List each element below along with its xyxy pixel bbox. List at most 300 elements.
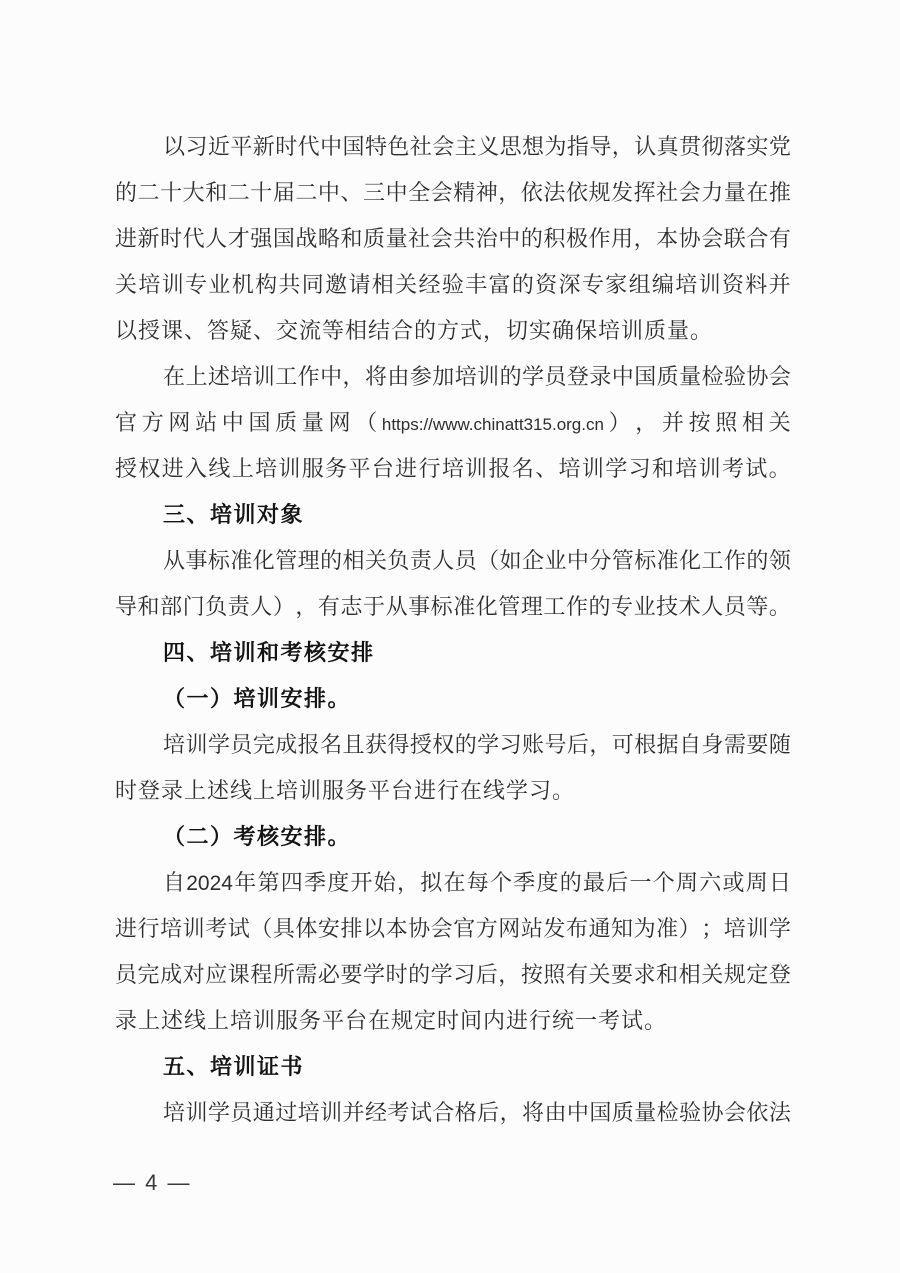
cjk-char: ， <box>295 594 318 619</box>
text-line <box>115 446 791 492</box>
cjk-char: 行 <box>137 916 160 941</box>
cjk-char: 负 <box>205 594 228 619</box>
cjk-char: 随 <box>768 732 791 757</box>
cjk-char: 相 <box>742 410 765 435</box>
cjk-char: 相 <box>342 548 365 573</box>
cjk-char: 始 <box>373 870 396 895</box>
cjk-char: 会 <box>430 180 453 205</box>
text-line <box>115 722 791 768</box>
cjk-char: 国 <box>272 226 295 251</box>
cjk-char: 用 <box>611 226 634 251</box>
cjk-char: 量 <box>634 1100 657 1125</box>
cjk-char: 试 <box>745 456 768 481</box>
cjk-char: 标 <box>207 548 230 573</box>
cjk-char: 请 <box>348 272 371 297</box>
cjk-char: 大 <box>182 180 205 205</box>
cjk-char: 培 <box>163 732 186 757</box>
cjk-char: 照 <box>715 410 738 435</box>
cjk-char: 台 <box>371 456 394 481</box>
cjk-char: 的 <box>454 732 477 757</box>
cjk-char: 资 <box>535 272 558 297</box>
cjk-char: 战 <box>295 226 318 251</box>
cjk-char: 身 <box>701 732 724 757</box>
cjk-char: 学 <box>207 732 230 757</box>
cjk-char: 中 <box>498 226 521 251</box>
cjk-char: 后 <box>606 870 629 895</box>
cjk-char: 法 <box>768 1100 791 1125</box>
cjk-char: 具 <box>272 916 295 941</box>
cjk-char: 实 <box>746 134 769 159</box>
text-line <box>115 354 791 400</box>
cjk-char: 训 <box>581 456 604 481</box>
cjk-char: 中 <box>566 548 589 573</box>
cjk-char: 务 <box>325 456 348 481</box>
latin-text-run: https://www.chinatt315.org.cn <box>381 415 604 434</box>
cjk-char: 培 <box>675 456 698 481</box>
cjk-char: 成 <box>275 732 298 757</box>
cjk-char: 机 <box>231 272 254 297</box>
cjk-char: 授 <box>115 456 138 481</box>
cjk-char: 相 <box>371 272 394 297</box>
cjk-char: 要 <box>340 962 363 987</box>
cjk-char: 管 <box>498 594 521 619</box>
cjk-char: 积 <box>543 226 566 251</box>
section-heading: 五、培训证书 <box>163 1054 305 1079</box>
cjk-char: 和 <box>205 180 228 205</box>
cjk-char: 有 <box>768 226 791 251</box>
cjk-char: 本 <box>385 916 408 941</box>
cjk-char: 和 <box>340 226 363 251</box>
cjk-char: 学 <box>430 962 453 987</box>
cjk-char: 并 <box>768 272 791 297</box>
text-line: 以授课、答疑、交流等相结合的方式，切实确保培训质量。 <box>115 318 714 343</box>
cjk-char: 新 <box>137 226 160 251</box>
cjk-char: 程 <box>250 962 273 987</box>
cjk-char: 量 <box>723 180 746 205</box>
cjk-char: （ <box>477 548 500 573</box>
cjk-char: 关 <box>768 410 791 435</box>
cjk-char: 登 <box>768 962 791 987</box>
cjk-char: 精 <box>453 180 476 205</box>
cjk-char: 度 <box>327 870 350 895</box>
cjk-char: 作 <box>565 594 588 619</box>
cjk-char: （ <box>355 410 378 435</box>
cjk-char: 导 <box>115 594 138 619</box>
cjk-char: 想 <box>522 134 545 159</box>
cjk-char: 专 <box>185 272 208 297</box>
cjk-char: 个 <box>652 870 675 895</box>
cjk-char: 如 <box>499 548 522 573</box>
cjk-char: 本 <box>656 226 679 251</box>
cjk-char: 作 <box>723 548 746 573</box>
cjk-char: 合 <box>746 226 769 251</box>
cjk-char: 规 <box>723 962 746 987</box>
cjk-char: 员 <box>544 364 567 389</box>
cjk-char: 考 <box>387 1100 410 1125</box>
cjk-char: 检 <box>656 1100 679 1125</box>
cjk-char: 培 <box>160 916 183 941</box>
paragraph <box>115 124 791 354</box>
cjk-char: 以 <box>363 916 386 941</box>
cjk-char: 培 <box>454 364 477 389</box>
cjk-char: 社 <box>656 180 679 205</box>
section-heading: 三、培训对象 <box>163 502 305 527</box>
cjk-char: 根 <box>634 732 657 757</box>
cjk-char: 业 <box>633 594 656 619</box>
cjk-char: 协 <box>746 364 769 389</box>
cjk-char: 质 <box>611 1100 634 1125</box>
cjk-char: 培 <box>723 916 746 941</box>
cjk-char: 训 <box>698 456 721 481</box>
cjk-char: 富 <box>488 272 511 297</box>
cjk-char: 义 <box>477 134 500 159</box>
paragraph <box>115 860 791 1044</box>
cjk-char: 丰 <box>465 272 488 297</box>
cjk-char: 试 <box>227 916 250 941</box>
cjk-char: 中 <box>385 180 408 205</box>
cjk-char: 质 <box>656 364 679 389</box>
cjk-char: 站 <box>520 916 543 941</box>
cjk-char: 。 <box>768 456 791 481</box>
cjk-char: 照 <box>543 962 566 987</box>
cjk-char: 中 <box>320 134 343 159</box>
cjk-char: 事 <box>408 594 431 619</box>
cjk-char: 后 <box>477 1100 500 1125</box>
cjk-char: 验 <box>723 364 746 389</box>
cjk-char: 量 <box>679 364 702 389</box>
cjk-char: 最 <box>582 870 605 895</box>
cjk-char: 习 <box>628 456 651 481</box>
cjk-char: 特 <box>364 134 387 159</box>
cjk-char: 会 <box>430 226 453 251</box>
cjk-char: 料 <box>745 272 768 297</box>
cjk-char: 责 <box>409 548 432 573</box>
cjk-char: 方 <box>141 410 164 435</box>
cjk-char: 国 <box>342 134 365 159</box>
text-line <box>115 216 791 262</box>
cjk-char: 时 <box>385 962 408 987</box>
cjk-char: 深 <box>558 272 581 297</box>
cjk-char: 述 <box>207 364 230 389</box>
cjk-char: 为 <box>544 134 567 159</box>
cjk-char: 一 <box>629 870 652 895</box>
cjk-char: 准 <box>656 548 679 573</box>
paragraph <box>115 722 791 814</box>
cjk-char: 考 <box>205 916 228 941</box>
cjk-char: 国 <box>634 364 657 389</box>
cjk-char: 要 <box>611 962 634 987</box>
cjk-char: 培 <box>138 272 161 297</box>
cjk-char: 指 <box>566 134 589 159</box>
cjk-char: 权 <box>138 456 161 481</box>
cjk-char: 培 <box>558 456 581 481</box>
cjk-char: 平 <box>348 456 371 481</box>
cjk-char: 员 <box>454 548 477 573</box>
cjk-char: 通 <box>588 916 611 941</box>
cjk-char: 工 <box>543 594 566 619</box>
text-line <box>115 262 791 308</box>
cjk-char: 标 <box>430 594 453 619</box>
cjk-char: 代 <box>297 134 320 159</box>
cjk-char: 技 <box>656 594 679 619</box>
cjk-char: 部 <box>160 594 183 619</box>
cjk-char: 报 <box>297 732 320 757</box>
cjk-char: 党 <box>768 134 791 159</box>
cjk-char: 定 <box>746 962 769 987</box>
cjk-char: 经 <box>364 1100 387 1125</box>
cjk-char: 志 <box>340 594 363 619</box>
cjk-char: 将 <box>522 1100 545 1125</box>
text-line <box>115 124 791 170</box>
cjk-char: 二 <box>295 180 318 205</box>
cjk-char: 训 <box>698 272 721 297</box>
cjk-char: 工 <box>701 548 724 573</box>
cjk-char: 合 <box>432 1100 455 1125</box>
cjk-char: 二 <box>227 180 250 205</box>
paragraph <box>115 538 791 630</box>
text-line <box>115 584 791 630</box>
text-line: 录上述线上培训服务平台在规定时间内进行统一考试。 <box>115 1008 668 1033</box>
text-line <box>115 952 791 998</box>
cjk-char: 代 <box>182 226 205 251</box>
cjk-char: 会 <box>768 364 791 389</box>
cjk-char: 季 <box>303 870 326 895</box>
cjk-char: 上 <box>231 456 254 481</box>
cjk-char: （ <box>250 916 273 941</box>
cjk-char: 对 <box>182 962 205 987</box>
cjk-char: 按 <box>688 410 711 435</box>
cjk-char: 后 <box>475 962 498 987</box>
cjk-char: 服 <box>301 456 324 481</box>
cjk-char: 略 <box>317 226 340 251</box>
cjk-char: 录 <box>589 364 612 389</box>
cjk-char: 日 <box>768 870 791 895</box>
cjk-char: 和 <box>656 962 679 987</box>
paragraph <box>115 1090 791 1136</box>
cjk-char: 相 <box>678 962 701 987</box>
cjk-char: 并 <box>342 1100 365 1125</box>
cjk-char: 事 <box>185 548 208 573</box>
cjk-char: 的 <box>588 594 611 619</box>
cjk-char: 体 <box>295 916 318 941</box>
page-number: — 4 — <box>113 1170 192 1195</box>
cjk-char: 应 <box>205 962 228 987</box>
cjk-char: 人 <box>432 548 455 573</box>
text-line <box>115 906 791 952</box>
cjk-char: 三 <box>363 180 386 205</box>
cjk-char: 训 <box>465 456 488 481</box>
cjk-char: ， <box>342 364 365 389</box>
text-line: 时登录上述线上培训服务平台进行在线学习。 <box>115 778 576 803</box>
cjk-char: 入 <box>185 456 208 481</box>
paragraph <box>115 354 791 492</box>
cjk-char: 责 <box>227 594 250 619</box>
cjk-char: 四 <box>280 870 303 895</box>
cjk-char: 平 <box>230 134 253 159</box>
cjk-char: 安 <box>317 916 340 941</box>
cjk-char: 标 <box>634 548 657 573</box>
cjk-char: 格 <box>454 1100 477 1125</box>
cjk-char: 十 <box>250 180 273 205</box>
cjk-char: 完 <box>137 962 160 987</box>
cjk-char: 关 <box>395 272 418 297</box>
cjk-char: 真 <box>656 134 679 159</box>
cjk-char: ， <box>589 732 612 757</box>
document-body <box>115 124 791 1136</box>
cjk-char: 网 <box>168 410 191 435</box>
cjk-char: 联 <box>723 226 746 251</box>
cjk-char: ， <box>396 870 419 895</box>
cjk-char: 国 <box>248 410 271 435</box>
cjk-char: 授 <box>409 732 432 757</box>
cjk-char: 每 <box>466 870 489 895</box>
cjk-char: 进 <box>161 456 184 481</box>
cjk-char: 获 <box>364 732 387 757</box>
cjk-char: 验 <box>441 272 464 297</box>
cjk-char: 共 <box>453 226 476 251</box>
cjk-char: 试 <box>409 1100 432 1125</box>
cjk-char: 同 <box>301 272 324 297</box>
cjk-char: 彻 <box>701 134 724 159</box>
cjk-char: 于 <box>363 594 386 619</box>
cjk-char: 会 <box>432 134 455 159</box>
cjk-char: 化 <box>252 548 275 573</box>
cjk-char: 通 <box>252 1100 275 1125</box>
cjk-char: 训 <box>252 364 275 389</box>
cjk-char: 年 <box>234 870 257 895</box>
cjk-char: 账 <box>522 732 545 757</box>
cjk-char: 报 <box>488 456 511 481</box>
cjk-char: 质 <box>363 226 386 251</box>
cjk-char: 周 <box>675 870 698 895</box>
cjk-char: 度 <box>536 870 559 895</box>
cjk-char: 员 <box>115 962 138 987</box>
cjk-char: 邀 <box>325 272 348 297</box>
cjk-char: 据 <box>656 732 679 757</box>
cjk-char: 思 <box>499 134 522 159</box>
cjk-char: 在 <box>163 364 186 389</box>
cjk-char: 管 <box>611 548 634 573</box>
cjk-char: 会 <box>430 916 453 941</box>
cjk-char: 专 <box>581 272 604 297</box>
cjk-char: 方 <box>475 916 498 941</box>
cjk-char: 理 <box>297 548 320 573</box>
cjk-char: 号 <box>544 732 567 757</box>
cjk-char: 作 <box>588 226 611 251</box>
cjk-char: 门 <box>182 594 205 619</box>
cjk-char: 化 <box>679 548 702 573</box>
cjk-char: 官 <box>115 410 138 435</box>
cjk-char: 开 <box>350 870 373 895</box>
cjk-char: 训 <box>278 456 301 481</box>
cjk-char: ） <box>678 916 701 941</box>
cjk-char: 经 <box>418 272 441 297</box>
cjk-char: 员 <box>230 732 253 757</box>
cjk-char: 中 <box>566 1100 589 1125</box>
cjk-char: 量 <box>385 226 408 251</box>
cjk-char: 才 <box>227 226 250 251</box>
cjk-char: 布 <box>565 916 588 941</box>
cjk-char: 社 <box>409 134 432 159</box>
cjk-char: 必 <box>317 962 340 987</box>
cjk-char: 企 <box>522 548 545 573</box>
cjk-char: 工 <box>275 364 298 389</box>
cjk-char: 学 <box>477 732 500 757</box>
cjk-char: 依 <box>520 180 543 205</box>
cjk-char: 从 <box>385 594 408 619</box>
cjk-char: 专 <box>611 594 634 619</box>
cjk-char: 业 <box>544 548 567 573</box>
cjk-char: 求 <box>633 962 656 987</box>
cjk-char: 名 <box>320 732 343 757</box>
cjk-char: 、 <box>340 180 363 205</box>
cjk-char: ， <box>498 180 521 205</box>
cjk-char: 有 <box>565 962 588 987</box>
cjk-char: 习 <box>453 962 476 987</box>
cjk-char: ， <box>498 962 521 987</box>
cjk-char: 发 <box>543 916 566 941</box>
cjk-char: 训 <box>320 1100 343 1125</box>
text-line <box>115 860 791 906</box>
cjk-char: ； <box>701 916 724 941</box>
cjk-char: 法 <box>543 180 566 205</box>
cjk-char: 拟 <box>420 870 443 895</box>
cjk-char: 挥 <box>633 180 656 205</box>
text-line <box>115 400 791 446</box>
cjk-char: 术 <box>678 594 701 619</box>
cjk-char: 人 <box>701 594 724 619</box>
cjk-char: 和 <box>651 456 674 481</box>
cjk-char: 中 <box>611 364 634 389</box>
cjk-char: 由 <box>387 364 410 389</box>
cjk-char: 学 <box>363 962 386 987</box>
cjk-char: 会 <box>723 1100 746 1125</box>
cjk-char: 负 <box>387 548 410 573</box>
cjk-char: 培 <box>163 1100 186 1125</box>
cjk-char: 培 <box>441 456 464 481</box>
cjk-char: 协 <box>701 1100 724 1125</box>
cjk-char: 且 <box>342 732 365 757</box>
cjk-char: 业 <box>208 272 231 297</box>
cjk-char: 学 <box>522 364 545 389</box>
cjk-char: 近 <box>207 134 230 159</box>
cjk-char: 学 <box>207 1100 230 1125</box>
cjk-char: 社 <box>408 226 431 251</box>
cjk-char: 从 <box>163 548 186 573</box>
sub-heading: （二）考核安排。 <box>163 824 352 849</box>
cjk-char: 过 <box>275 1100 298 1125</box>
cjk-char: ， <box>611 134 634 159</box>
cjk-char: 学 <box>768 916 791 941</box>
cjk-char: 色 <box>387 134 410 159</box>
cjk-char: 得 <box>387 732 410 757</box>
cjk-char: 在 <box>746 180 769 205</box>
cjk-char: 领 <box>768 548 791 573</box>
cjk-char: 训 <box>477 364 500 389</box>
cjk-char: 权 <box>432 732 455 757</box>
cjk-char: 中 <box>320 364 343 389</box>
cjk-char: 站 <box>195 410 218 435</box>
cjk-char: 以 <box>163 134 186 159</box>
cjk-char: 全 <box>408 180 431 205</box>
cjk-char: 训 <box>182 916 205 941</box>
cjk-char: 准 <box>230 548 253 573</box>
cjk-char: 为 <box>633 916 656 941</box>
cjk-char: 习 <box>185 134 208 159</box>
cjk-char: 行 <box>418 456 441 481</box>
cjk-char: 或 <box>722 870 745 895</box>
cjk-char: 自 <box>679 732 702 757</box>
